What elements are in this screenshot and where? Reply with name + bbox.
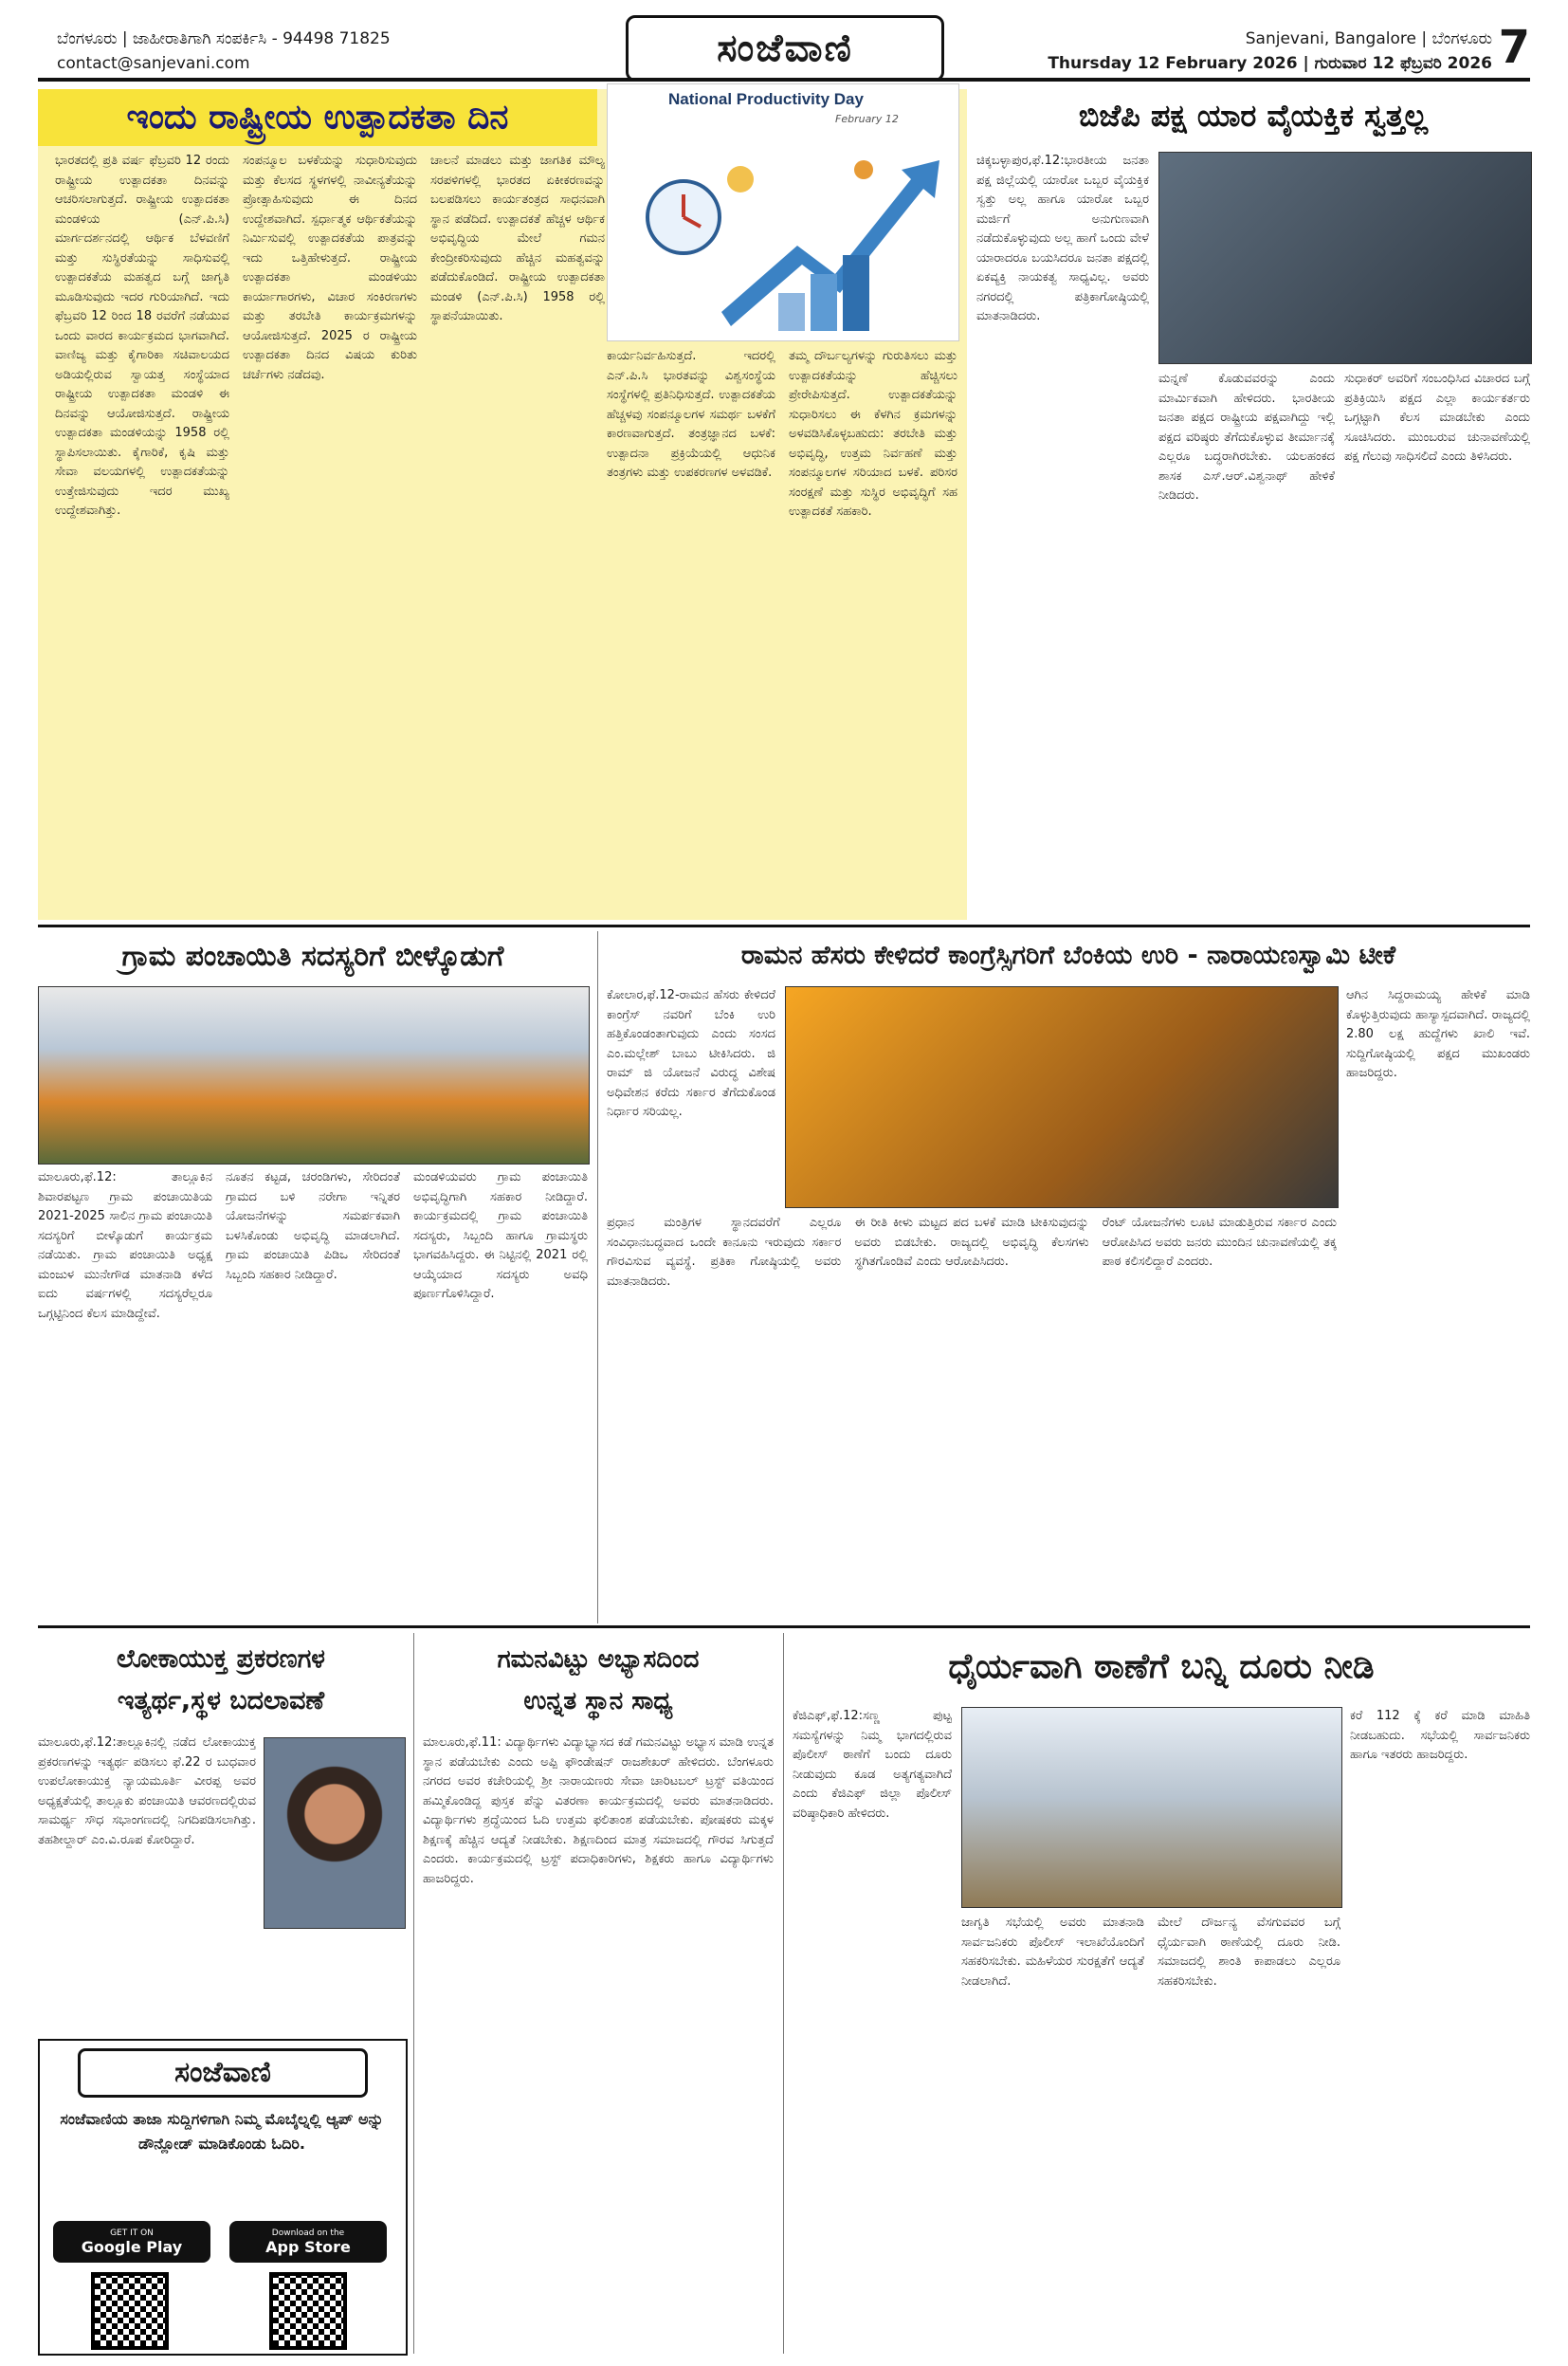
ad-text: ಸಂಜೆವಾಣಿಯ ತಾಜಾ ಸುದ್ದಿಗಳಿಗಾಗಿ ನಿಮ್ಮ ಮೊಬೈಲ್ನಲ್ಲಿ ಆ್ಯಪ್ ಅನ್ನು ಡೌನ್ಲೋಡ್ ಮಾಡಿಕೊಂಡು ಓದಿರಿ. [60, 2110, 384, 2153]
bjp-col-2: ಮನ್ನಣೆ ಕೊಡುವವರನ್ನು ಎಂದು ಮಾರ್ಮಿಕವಾಗಿ ಹೇಳಿದರು. ಭಾರತೀಯ ಜನತಾ ಪಕ್ಷದ ರಾಷ್ಟ್ರೀಯ ಪಕ್ಷವಾಗಿದ್ದು ಇಲ್ಲಿ ಪಕ್ಷದ ವರಿಷ್ಠರು ತೆಗೆದುಕೊಳ್ಳುವ ತೀರ್ಮಾನಕ್ಕೆ ಎಲ್ಲರೂ ಬದ್ಧರಾಗಿರಬೇಕು. ಯಲಹಂಕದ ಶಾಸಕ ಎಸ್.ಆರ್.ವಿಶ್ವನಾಥ್ ಹೇಳಿಕೆ ನೀಡಿದರು. [1158, 372, 1335, 503]
ad-contact-line: ಬೆಂಗಳೂರು | ಜಾಹೀರಾತಿಗಾಗಿ ಸಂಪರ್ಕಿಸಿ - 94498 71825 [57, 29, 391, 48]
headline-study-line2: ಉನ್ನತ ಸ್ಥಾನ ಸಾಧ್ಯ [523, 1687, 673, 1715]
narayanaswamy-col-5: ಆಗಿನ ಸಿದ್ದರಾಮಯ್ಯ ಹೇಳಿಕೆ ಮಾಡಿ ಕೊಳ್ಳುತ್ತಿರುವುದು ಹಾಸ್ಯಾಸ್ಪದವಾಗಿದೆ. ರಾಜ್ಯದಲ್ಲಿ 2.80 ಲಕ್ಷ ಹುದ್ದೆಗಳು ಖಾಲಿ ಇವೆ. ಸುದ್ದಿಗೋಷ್ಠಿಯಲ್ಲಿ ಪಕ್ಷದ ಮುಖಂಡರು ಹಾಜರಿದ್ದರು. [1346, 988, 1530, 1080]
productivity-col-1: ಭಾರತದಲ್ಲಿ ಪ್ರತಿ ವರ್ಷ ಫೆಬ್ರವರಿ 12 ರಂದು ರಾಷ್ಟ್ರೀಯ ಉತ್ಪಾದಕತಾ ದಿನವನ್ನು ಆಚರಿಸಲಾಗುತ್ತದೆ. ರಾಷ್ಟ್ರೀಯ ಉತ್ಪಾದಕತಾ ಮಂಡಳಿಯ (ಎನ್.ಪಿ.ಸಿ) ಮಾರ್ಗದರ್ಶನದಲ್ಲಿ ಆರ್ಥಿಕ ಬೆಳವಣಿಗೆ ಮತ್ತು ಸುಸ್ಥಿರತೆಯನ್ನು ಸಾಧಿಸುವಲ್ಲಿ ಉತ್ಪಾದಕತೆಯ ಮಹತ್ವದ ಬಗ್ಗೆ ಜಾಗೃತಿ ಮೂಡಿಸುವುದು ಇದರ ಗುರಿಯಾಗಿದೆ. ಇದು ಫೆಬ್ರವರಿ 12 ರಿಂದ 18 ರವರೆಗೆ ನಡೆಯುವ ಒಂದು ವಾರದ ಕಾರ್ಯಕ್ರಮದ ಭಾಗವಾಗಿದೆ. ವಾಣಿಜ್ಯ ಮತ್ತು ಕೈಗಾರಿಕಾ ಸಚಿವಾಲಯದ ಅಡಿಯಲ್ಲಿರುವ ಸ್ವಾಯತ್ತ ಸಂಸ್ಥೆಯಾದ ರಾಷ್ಟ್ರೀಯ ಉತ್ಪಾದಕತಾ ಮಂಡಳಿ ಈ ದಿನವನ್ನು ಆಯೋಜಿಸುತ್ತದೆ. ರಾಷ್ಟ್ರೀಯ ಉತ್ಪಾದಕತಾ ಮಂಡಳಿಯನ್ನು 1958 ರಲ್ಲಿ ಸ್ಥಾಪಿಸಲಾಯಿತು. ಕೈಗಾರಿಕೆ, ಕೃಷಿ ಮತ್ತು ಸೇವಾ ವಲಯಗಳಲ್ಲಿ ಉತ್ಪಾದಕತೆಯನ್ನು ಉತ್ತೇಜಿಸುವುದು ಇದರ ಮುಖ್ಯ ಉದ್ದೇಶವಾಗಿತ್ತು. [55, 154, 229, 518]
productivity-columns [55, 152, 605, 915]
headline-bjp: ಬಿಜೆಪಿ ಪಕ್ಷ ಯಾರ ವೈಯಕ್ತಿಕ ಸ್ವತ್ತಲ್ಲ [1078, 97, 1429, 134]
column-divider-3 [783, 1633, 784, 2354]
narayanaswamy-col-4: ರೆಂಟ್ ಯೋಜನೆಗಳು ಲೂಟಿ ಮಾಡುತ್ತಿರುವ ಸರ್ಕಾರ ಎಂದು ಆರೋಪಿಸಿದ ಅವರು ಜನರು ಮುಂದಿನ ಚುನಾವಣೆಯಲ್ಲಿ ತಕ್ಕ ಪಾಠ ಕಲಿಸಲಿದ್ದಾರೆ ಎಂದರು. [1102, 1216, 1337, 1269]
headline-productivity-day: ಇಂದು ರಾಷ್ಟ್ರೀಯ ಉತ್ಪಾದಕತಾ ದಿನ [38, 89, 597, 146]
app-store-small: Download on the [271, 2228, 345, 2238]
app-store-button[interactable] [229, 2221, 387, 2263]
panchayat-col-1: ಮಾಲೂರು,ಫೆ.12: ತಾಲ್ಲೂಕಿನ ಶಿವಾರಪಟ್ಟಣ ಗ್ರಾಮ ಪಂಚಾಯಿತಿಯ 2021-2025 ಸಾಲಿನ ಗ್ರಾಮ ಪಂಚಾಯಿತಿ ಸದಸ್ಯರಿಗೆ ಬೀಳ್ಕೊಡುಗೆ ಕಾರ್ಯಕ್ರಮ ನಡೆಯಿತು. ಗ್ರಾಮ ಪಂಚಾಯಿತಿ ಅಧ್ಯಕ್ಷ ಮಂಜುಳ ಮುನೇಗೌಡ ಮಾತನಾಡಿ ಕಳೆದ ಐದು ವರ್ಷಗಳಲ್ಲಿ ಸದಸ್ಯರೆಲ್ಲರೂ ಒಗ್ಗಟ್ಟಿನಿಂದ ಕೆಲಸ ಮಾಡಿದ್ದೇವೆ. [38, 1170, 212, 1321]
lokayukta-body: ಮಾಲೂರು,ಫೆ.12:ತಾಲ್ಲೂಕಿನಲ್ಲಿ ನಡೆದ ಲೋಕಾಯುಕ್ತ ಪ್ರಕರಣಗಳನ್ನು ಇತ್ಯರ್ಥ ಪಡಿಸಲು ಫೆ.22 ರ ಬುಧವಾರ ಉಪಲೋಕಾಯುಕ್ತ ನ್ಯಾಯಮೂರ್ತಿ ವೀರಪ್ಪ ಅವರ ಅಧ್ಯಕ್ಷತೆಯಲ್ಲಿ ತಾಲ್ಲೂಕು ಪಂಚಾಯಿತಿ ಆವರಣದಲ್ಲಿರುವ ಸಾಮರ್ಥ್ಯ ಸೌಧ ಸಭಾಂಗಣದಲ್ಲಿ ನಿಗದಿಪಡಿಸಲಾಗಿತ್ತು. ತಹಶೀಲ್ದಾರ್ ಎಂ.ವಿ.ರೂಪ ಕೋರಿದ್ದಾರೆ. [38, 1735, 256, 1847]
narayanaswamy-col-1: ಕೋಲಾರ,ಫೆ.12-ರಾಮನ ಹೆಸರು ಕೇಳಿದರೆ ಕಾಂಗ್ರೆಸ್ ನವರಿಗೆ ಬೆಂಕಿ ಉರಿ ಹತ್ತಿಕೊಂಡಂತಾಗುವುದು ಎಂದು ಸಂಸದ ಎಂ.ಮಲ್ಲೇಶ್ ಬಾಬು ಟೀಕಿಸಿದರು. ಜಿ ರಾಮ್ ಜಿ ಯೋಜನೆ ವಿರುದ್ಧ ವಿಶೇಷ ಅಧಿವೇಶನ ಕರೆದು ಸರ್ಕಾರ ತೆಗೆದುಕೊಂಡ ನಿರ್ಧಾರ ಸರಿಯಲ್ಲ. [607, 988, 775, 1119]
app-download-ad [38, 2039, 408, 2356]
google-play-button[interactable] [53, 2221, 210, 2263]
narayanaswamy-columns [607, 1214, 1337, 1617]
study-body: ಮಾಲೂರು,ಫೆ.11: ವಿದ್ಯಾರ್ಥಿಗಳು ವಿದ್ಯಾಭ್ಯಾಸದ ಕಡೆ ಗಮನವಿಟ್ಟು ಅಭ್ಯಾಸ ಮಾಡಿ ಉನ್ನತ ಸ್ಥಾನ ಪಡೆಯಬೇಕು ಎಂದು ಅಪ್ಪಿ ಫೌಂಡೇಷನ್ ರಾಜಶೇಖರ್ ಹೇಳಿದರು. ಬೆಂಗಳೂರು ನಗರದ ಅವರ ಕಚೇರಿಯಲ್ಲಿ ಶ್ರೀ ನಾರಾಯಣರು ಸೇವಾ ಚಾರಿಟಬಲ್ ಟ್ರಸ್ಟ್ ವತಿಯಿಂದ ಹಮ್ಮಿಕೊಂಡಿದ್ದ ಪುಸ್ತಕ ಪೆನ್ನು ವಿತರಣಾ ಕಾರ್ಯಕ್ರಮದಲ್ಲಿ ಅವರು ಮಾತನಾಡಿದರು. ವಿದ್ಯಾರ್ಥಿಗಳು ಶ್ರದ್ಧೆಯಿಂದ ಓದಿ ಉತ್ತಮ ಫಲಿತಾಂಶ ಪಡೆಯಬೇಕು. ಪೋಷಕರು ಮಕ್ಕಳ ಶಿಕ್ಷಣಕ್ಕೆ ಹೆಚ್ಚಿನ ಆದ್ಯತೆ ನೀಡಬೇಕು. ಶಿಕ್ಷಣದಿಂದ ಮಾತ್ರ ಸಮಾಜದಲ್ಲಿ ಗೌರವ ಸಿಗುತ್ತದೆ ಎಂದರು. ಕಾರ್ಯಕ್ರಮದಲ್ಲಿ ಟ್ರಸ್ಟ್ ಪದಾಧಿಕಾರಿಗಳು, ಶಿಕ್ಷಕರು ಹಾಗೂ ವಿದ್ಯಾರ್ಥಿಗಳು ಹಾಜರಿದ್ದರು. [423, 1735, 774, 1886]
infographic-date: February 12 [835, 113, 899, 125]
contact-email: contact@sanjevani.com [57, 54, 250, 73]
logo-text: ಸಂಜೆವಾಣಿ [717, 27, 853, 70]
productivity-col-5: ತಮ್ಮ ದೌರ್ಬಲ್ಯಗಳನ್ನು ಗುರುತಿಸಲು ಮತ್ತು ಉತ್ಪಾದಕತೆಯನ್ನು ಹೆಚ್ಚಿಸಲು ಪ್ರೇರೇಪಿಸುತ್ತದೆ. ಉತ್ಪಾದಕತೆಯನ್ನು ಸುಧಾರಿಸಲು ಈ ಕೆಳಗಿನ ಕ್ರಮಗಳನ್ನು ಅಳವಡಿಸಿಕೊಳ್ಳಬಹುದು: ತರಬೇತಿ ಮತ್ತು ಅಭಿವೃದ್ಧಿ, ಉತ್ತಮ ನಿರ್ವಹಣೆ ಮತ್ತು ಸಂಪನ್ಮೂಲಗಳ ಸರಿಯಾದ ಬಳಕೆ. ಪರಿಸರ ಸಂರಕ್ಷಣೆ ಮತ್ತು ಸುಸ್ಥಿರ ಅಭಿವೃದ್ಧಿಗೆ ಸಹ ಉತ್ಪಾದಕತೆ ಸಹಕಾರಿ. [789, 349, 957, 519]
productivity-columns-lower [607, 347, 957, 914]
app-store-qr[interactable] [269, 2272, 347, 2350]
infographic-title: National Productivity Day [668, 90, 864, 108]
google-play-label: Google Play [81, 2237, 183, 2256]
headline-study-line1: ಗಮನವಿಟ್ಟು ಅಭ್ಯಾಸದಿಂದ [497, 1645, 700, 1674]
masthead-left [57, 27, 391, 76]
police-col-3: ಮೇಲೆ ದೌರ್ಜನ್ಯ ವೆಸಗುವವರ ಬಗ್ಗೆ ಧೈರ್ಯವಾಗಿ ಠಾಣೆಯಲ್ಲಿ ದೂರು ನೀಡಿ. ಸಮಾಜದಲ್ಲಿ ಶಾಂತಿ ಕಾಪಾಡಲು ಎಲ್ಲರೂ ಸಹಕರಿಸಬೇಕು. [1158, 1916, 1340, 1989]
panchayat-col-3: ಮಂಡಳಿಯವರು ಗ್ರಾಮ ಪಂಚಾಯಿತಿ ಅಭಿವೃದ್ಧಿಗಾಗಿ ಸಹಕಾರ ನೀಡಿದ್ದಾರೆ. ಕಾರ್ಯಕ್ರಮದಲ್ಲಿ ಗ್ರಾಮ ಪಂಚಾಯಿತಿ ಸದಸ್ಯರು, ಸಿಬ್ಬಂದಿ ಹಾಗೂ ಗ್ರಾಮಸ್ಥರು ಭಾಗವಹಿಸಿದ್ದರು. ಈ ನಿಟ್ಟಿನಲ್ಲಿ 2021 ರಲ್ಲಿ ಆಯ್ಕೆಯಾದ ಸದಸ್ಯರು ಅವಧಿ ಪೂರ್ಣಗೊಳಿಸಿದ್ದಾರೆ. [413, 1170, 588, 1301]
bjp-col-3: ಸುಧಾಕರ್ ಅವರಿಗೆ ಸಂಬಂಧಿಸಿದ ವಿಚಾರದ ಬಗ್ಗೆ ಪ್ರತಿಕ್ರಿಯಿಸಿ ಪಕ್ಷದ ಎಲ್ಲಾ ಕಾರ್ಯಕರ್ತರು ಒಗ್ಗಟ್ಟಾಗಿ ಕೆಲಸ ಮಾಡಬೇಕು ಎಂದು ಸೂಚಿಸಿದರು. ಮುಂಬರುವ ಚುನಾವಣೆಯಲ್ಲಿ ಪಕ್ಷ ಗೆಲುವು ಸಾಧಿಸಲಿದೆ ಎಂದು ತಿಳಿಸಿದರು. [1344, 372, 1530, 464]
ad-logo: ಸಂಜೆವಾಣಿ [78, 2048, 368, 2098]
column-divider-2 [413, 1633, 414, 2354]
narayanaswamy-col-2: ಪ್ರಧಾನ ಮಂತ್ರಿಗಳ ಸ್ಥಾನದವರೆಗೆ ಎಲ್ಲರೂ ಸಂವಿಧಾನಬದ್ಧವಾದ ಒಂದೇ ಕಾನೂನು ಇರುವುದು ಸರ್ಕಾರ ಗೌರವಿಸುವ ವ್ಯವಸ್ಥೆ. ಪ್ರತಿಕಾ ಗೋಷ್ಠಿಯಲ್ಲಿ ಅವರು ಮಾತನಾಡಿದರು. [607, 1216, 842, 1289]
headline-narayanaswamy: ರಾಮನ ಹೆಸರು ಕೇಳಿದರೆ ಕಾಂಗ್ರೆಸ್ಸಿಗರಿಗೆ ಬೆಂಕಿಯ ಉರಿ - ನಾರಾಯಣಸ್ವಾಮಿ ಟೀಕೆ [740, 941, 1396, 970]
productivity-infographic [607, 83, 959, 341]
headline-police: ಧೈರ್ಯವಾಗಿ ಠಾಣೆಗೆ ಬನ್ನಿ ದೂರು ನೀಡಿ [948, 1647, 1375, 1686]
panchayat-col-2: ನೂತನ ಕಟ್ಟಡ, ಚರಂಡಿಗಳು, ಸೇರಿದಂತೆ ಗ್ರಾಮದ ಬಳಿ ನರೇಗಾ ಇನ್ನಿತರ ಯೋಜನೆಗಳನ್ನು ಸಮರ್ಪಕವಾಗಿ ಬಳಸಿಕೊಂಡು ಅಭಿವೃದ್ಧಿ ಮಾಡಲಾಗಿದೆ. ಗ್ರಾಮ ಪಂಚಾಯಿತಿ ಪಿಡಿಒ ಸೇರಿದಂತೆ ಸಿಬ್ಬಂದಿ ಸಹಕಾರ ನೀಡಿದ್ದಾರೆ. [226, 1170, 400, 1282]
headline-panchayat-farewell: ಗ್ರಾಮ ಪಂಚಾಯಿತಿ ಸದಸ್ಯರಿಗೆ ಬೀಳ್ಕೊಡುಗೆ [121, 939, 504, 973]
headline-lokayukta [38, 1633, 404, 1728]
headline-lokayukta-line1: ಲೋಕಾಯುಕ್ತ ಪ್ರಕರಣಗಳ [117, 1644, 325, 1674]
panchayat-columns [38, 1168, 588, 1619]
section-divider-1 [38, 925, 1530, 927]
productivity-col-2: ಸಂಪನ್ಮೂಲ ಬಳಕೆಯನ್ನು ಸುಧಾರಿಸುವುದು ಮತ್ತು ಕೆಲಸದ ಸ್ಥಳಗಳಲ್ಲಿ ನಾವೀನ್ಯತೆಯನ್ನು ಪ್ರೋತ್ಸಾಹಿಸುವುದು ಈ ದಿನದ ಉದ್ದೇಶವಾಗಿದೆ. ಸ್ಪರ್ಧಾತ್ಮಕ ಆರ್ಥಿಕತೆಯನ್ನು ನಿರ್ಮಿಸುವಲ್ಲಿ ಉತ್ಪಾದಕತೆಯ ಪಾತ್ರವನ್ನು ಇದು ಒತ್ತಿಹೇಳುತ್ತದೆ. ರಾಷ್ಟ್ರೀಯ ಉತ್ಪಾದಕತಾ ಮಂಡಳಿಯು ಕಾರ್ಯಾಗಾರಗಳು, ವಿಚಾರ ಸಂಕಿರಣಗಳು ಮತ್ತು ತರಬೇತಿ ಕಾರ್ಯಕ್ರಮಗಳನ್ನು ಆಯೋಜಿಸುತ್ತದೆ. 2025 ರ ರಾಷ್ಟ್ರೀಯ ಉತ್ಪಾದಕತಾ ದಿನದ ವಿಷಯ ಕುರಿತು ಚರ್ಚೆಗಳು ನಡೆದವು. [243, 154, 417, 382]
headline-lokayukta-line2: ಇತ್ಯರ್ಥ,ಸ್ಥಳ ಬದಲಾವಣೆ [117, 1686, 325, 1715]
section-divider-2 [38, 1625, 1530, 1628]
masthead-logo [626, 15, 944, 82]
masthead-rule [38, 78, 1530, 82]
bjp-col-1: ಚಿಕ್ಕಬಳ್ಳಾಪುರ,ಫೆ.12:ಭಾರತೀಯ ಜನತಾ ಪಕ್ಷ ಜಿಲ್ಲೆಯಲ್ಲಿ ಯಾರೋ ಒಬ್ಬರ ವೈಯಕ್ತಿಕ ಸ್ವತ್ತು ಅಲ್ಲ ಹಾಗೂ ಯಾರೋ ಒಬ್ಬರ ಮರ್ಜಿಗೆ ಅನುಗುಣವಾಗಿ ನಡೆದುಕೊಳ್ಳುವುದು ಅಲ್ಲ ಹಾಗೆ ಒಂದು ವೇಳೆ ಯಾರಾದರೂ ಬಯಸಿದರೂ ಜನತಾ ಪಕ್ಷದಲ್ಲಿ ಏಕವ್ಯಕ್ತಿ ನಾಯಕತ್ವ ಸಾಧ್ಯವಿಲ್ಲ. ಅವರು ನಗರದಲ್ಲಿ ಪತ್ರಿಕಾಗೋಷ್ಠಿಯಲ್ಲಿ ಮಾತನಾಡಿದರು. [976, 154, 1149, 323]
edition-line: Sanjevani, Bangalore | ಬೆಂಗಳೂರು [1245, 29, 1492, 48]
google-play-small: GET IT ON [110, 2228, 154, 2238]
photo-police-meeting [961, 1707, 1342, 1908]
police-col-1: ಕೆಜಿಎಫ್,ಫೆ.12:ಸಣ್ಣ ಪುಟ್ಟ ಸಮಸ್ಯೆಗಳನ್ನು ನಿಮ್ಮ ಭಾಗದಲ್ಲಿರುವ ಪೊಲೀಸ್ ಠಾಣೆಗೆ ಬಂದು ದೂರು ನೀಡುವುದು ಕೂಡ ಅತ್ಯಗತ್ಯವಾಗಿದೆ ಎಂದು ಕೆಜಿಎಫ್ ಜಿಲ್ಲಾ ಪೊಲೀಸ್ ವರಿಷ್ಠಾಧಿಕಾರಿ ಹೇಳಿದರು. [793, 1709, 952, 1821]
photo-bjp-meeting [785, 986, 1339, 1208]
productivity-col-4: ಕಾರ್ಯನಿರ್ವಹಿಸುತ್ತದೆ. ಇದರಲ್ಲಿ ಎನ್.ಪಿ.ಸಿ ಭಾರತವನ್ನು ವಿಶ್ವಸಂಸ್ಥೆಯ ಸಂಸ್ಥೆಗಳಲ್ಲಿ ಪ್ರತಿನಿಧಿಸುತ್ತದೆ. ಉತ್ಪಾದಕತೆಯ ಹೆಚ್ಚಳವು ಸಂಪನ್ಮೂಲಗಳ ಸಮರ್ಥ ಬಳಕೆಗೆ ಕಾರಣವಾಗುತ್ತದೆ. ತಂತ್ರಜ್ಞಾನದ ಬಳಕೆ: ಉತ್ಪಾದನಾ ಪ್ರಕ್ರಿಯೆಯಲ್ಲಿ ಆಧುನಿಕ ತಂತ್ರಗಳು ಮತ್ತು ಉಪಕರಣಗಳ ಅಳವಡಿಕೆ. [607, 349, 775, 480]
photo-press-meet [1158, 152, 1532, 364]
google-play-qr[interactable] [91, 2272, 169, 2350]
photo-officer-portrait [264, 1737, 406, 1929]
app-store-label: App Store [265, 2237, 351, 2256]
productivity-arrow-graphic [608, 122, 958, 340]
page-number: 7 [1498, 21, 1530, 74]
productivity-col-3: ಚಾಲನೆ ಮಾಡಲು ಮತ್ತು ಜಾಗತಿಕ ಮೌಲ್ಯ ಸರಪಳಿಗಳಲ್ಲಿ ಭಾರತದ ಏಕೀಕರಣವನ್ನು ಬಲಪಡಿಸಲು ಕಾರ್ಯತಂತ್ರದ ಸಾಧನವಾಗಿ ಸ್ಥಾನ ಪಡೆದಿದೆ. ಉತ್ಪಾದಕತೆ ಹೆಚ್ಚಳ ಆರ್ಥಿಕ ಅಭಿವೃದ್ಧಿಯ ಮೇಲೆ ಗಮನ ಕೇಂದ್ರೀಕರಿಸುವುದು ಹೆಚ್ಚಿನ ಮಹತ್ವವನ್ನು ಪಡೆದುಕೊಂಡಿದೆ. ರಾಷ್ಟ್ರೀಯ ಉತ್ಪಾದಕತಾ ಮಂಡಳಿ (ಎನ್.ಪಿ.ಸಿ) 1958 ರಲ್ಲಿ ಸ್ಥಾಪನೆಯಾಯಿತು. [430, 154, 605, 323]
photo-panchayat-members [38, 986, 590, 1165]
police-columns [961, 1914, 1340, 2352]
police-col-4: ಕರೆ 112 ಕ್ಕೆ ಕರೆ ಮಾಡಿ ಮಾಹಿತಿ ನೀಡಬಹುದು. ಸಭೆಯಲ್ಲಿ ಸಾರ್ವಜನಿಕರು ಹಾಗೂ ಇತರರು ಹಾಜರಿದ್ದರು. [1350, 1709, 1530, 1762]
narayanaswamy-col-3: ಈ ರೀತಿ ಕೀಳು ಮಟ್ಟದ ಪದ ಬಳಕೆ ಮಾಡಿ ಟೀಕಿಸುವುದನ್ನು ಅವರು ಬಿಡಬೇಕು. ರಾಜ್ಯದಲ್ಲಿ ಅಭಿವೃದ್ಧಿ ಕೆಲಸಗಳು ಸ್ಥಗಿತಗೊಂಡಿವೆ ಎಂದು ಆರೋಪಿಸಿದರು. [854, 1216, 1089, 1269]
column-divider [597, 931, 598, 1623]
date-line: Thursday 12 February 2026 | ಗುರುವಾರ 12 ಫೆಬ್ರವರಿ 2026 [1048, 54, 1492, 73]
police-col-2: ಜಾಗೃತಿ ಸಭೆಯಲ್ಲಿ ಅವರು ಮಾತನಾಡಿ ಸಾರ್ವಜನಿಕರು ಪೊಲೀಸ್ ಇಲಾಖೆಯೊಂದಿಗೆ ಸಹಕರಿಸಬೇಕು. ಮಹಿಳೆಯರ ಸುರಕ್ಷತೆಗೆ ಆದ್ಯತೆ ನೀಡಲಾಗಿದೆ. [961, 1916, 1144, 1989]
masthead-right [1048, 27, 1492, 76]
headline-study [423, 1633, 774, 1728]
